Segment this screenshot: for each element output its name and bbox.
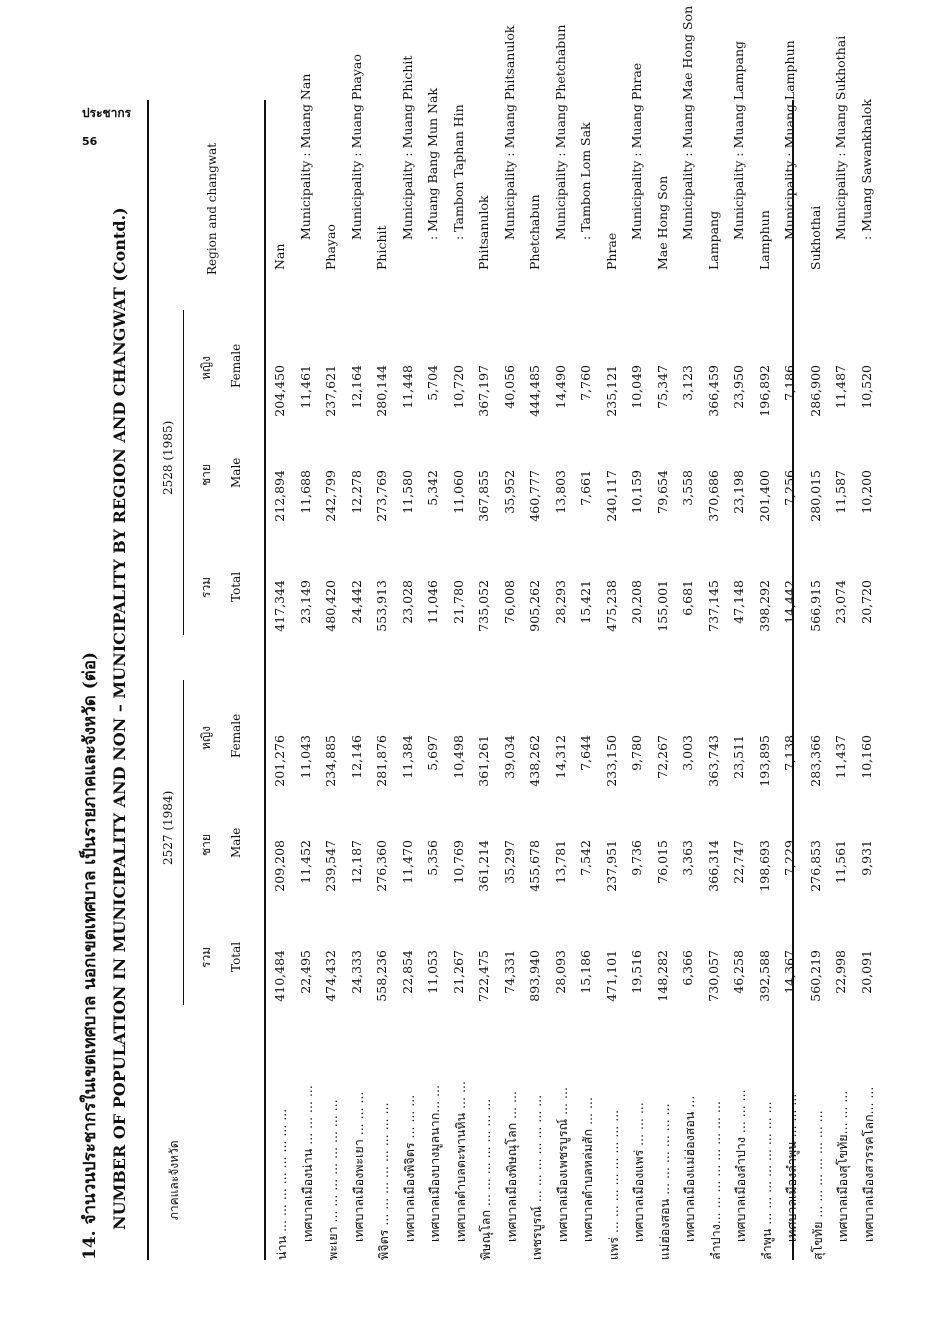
cell-total-1984: 722,475	[476, 950, 491, 1002]
cell-male-1984: 11,452	[297, 840, 313, 884]
row-label-english: Phitsanulok	[476, 195, 491, 270]
row-label-thai: ลำปาง... ... ... ... ... ... ... ...	[707, 1101, 723, 1260]
cell-total-1984: 14,367	[782, 950, 797, 994]
row-label-english: Municipality : Muang Phayao	[348, 54, 364, 240]
cell-male-1985: 7,256	[782, 470, 797, 506]
cell-male-1985: 10,200	[858, 470, 874, 514]
cell-female-1985: 10,720	[450, 365, 466, 409]
row-label-thai: เพชรบูรณ์ ... ... ... ... ... ... ...	[529, 1094, 544, 1260]
cell-female-1984: 363,743	[705, 735, 721, 787]
cell-female-1984: 3,003	[680, 735, 695, 771]
row-label-english: : Muang Sawankhalok	[858, 99, 874, 240]
cell-total-1985: 28,293	[552, 580, 568, 624]
cell-male-1984: 239,547	[323, 840, 338, 892]
row-label-english: Municipality : Muang Lamphun	[782, 40, 797, 240]
cell-total-1984: 21,267	[450, 950, 466, 994]
cell-male-1985: 11,060	[450, 470, 466, 514]
row-label-english: Lamphun	[756, 210, 772, 270]
cell-female-1985: 5,704	[425, 365, 440, 401]
cell-total-1985: 905,262	[527, 580, 542, 632]
cell-male-1984: 76,015	[654, 840, 670, 884]
rotated-table-page	[60, 5, 876, 1290]
cell-female-1985: 235,121	[603, 365, 619, 417]
cell-total-1984: 730,057	[705, 950, 721, 1002]
table-row	[629, 62, 655, 1260]
row-label-thai: เทศบาลเมืองแพร่ ... ... ...	[631, 1102, 646, 1242]
cell-male-1985: 367,855	[476, 470, 491, 522]
cell-male-1984: 209,208	[272, 840, 287, 892]
header-total-en-2: Total	[229, 571, 243, 602]
cell-female-1985: 367,197	[476, 365, 491, 417]
table-row	[399, 55, 426, 1260]
row-label-thai: เทศบาลเมืองพะเยา ... ... ...	[350, 1091, 366, 1242]
table-row	[833, 35, 859, 1260]
cell-female-1985: 196,892	[756, 365, 772, 417]
cell-male-1985: 212,894	[272, 470, 287, 522]
table-row	[757, 100, 783, 1260]
cell-female-1985: 11,448	[399, 365, 415, 409]
header-male-en-1: Male	[229, 827, 243, 858]
table-row	[578, 100, 604, 1260]
cell-male-1985: 280,015	[807, 470, 823, 522]
cell-female-1985: 7,760	[578, 365, 593, 401]
cell-male-1984: 7,229	[782, 840, 797, 876]
header-male-th-1: ชาย	[199, 834, 213, 856]
cell-total-1984: 560,219	[807, 950, 823, 1002]
row-label-thai: เทศบาลตำบลหล่มสัก ... ...	[580, 1097, 595, 1242]
section-name: ประชากร	[82, 106, 132, 120]
cell-total-1984: 22,998	[833, 950, 848, 994]
row-label-english: Municipality : Muang Phitsanulok	[501, 25, 517, 240]
row-label-english: Municipality : Muang Mae Hong Son	[680, 5, 695, 240]
cell-female-1985: 11,461	[297, 365, 313, 409]
table-row	[731, 40, 757, 1260]
cell-total-1985: 76,008	[501, 580, 517, 624]
cell-male-1984: 455,678	[527, 840, 542, 892]
cell-female-1984: 23,511	[731, 735, 746, 779]
cell-male-1985: 242,799	[323, 470, 338, 522]
cell-male-1985: 240,117	[603, 470, 619, 522]
row-label-english: Municipality : Muang Sukhothai	[833, 35, 848, 240]
cell-total-1985: 23,074	[833, 580, 848, 624]
cell-female-1985: 40,056	[501, 365, 517, 409]
cell-male-1984: 366,314	[705, 840, 721, 892]
header-female-th-1: หญิง	[199, 726, 213, 750]
row-label-thai: เทศบาลเมืองสุโขทัย... ... ...	[835, 1090, 850, 1242]
cell-total-1984: 11,053	[425, 950, 440, 994]
cell-male-1985: 23,198	[731, 470, 746, 514]
row-label-english: Municipality : Muang Phichit	[399, 55, 415, 240]
cell-male-1984: 12,187	[348, 840, 364, 884]
page-number: 56	[82, 135, 98, 148]
cell-female-1985: 204,450	[272, 365, 287, 417]
cell-male-1985: 13,803	[552, 470, 568, 514]
row-label-thai: เทศบาลตำบลตะพานหิน ... ...	[452, 1081, 468, 1242]
cell-male-1985: 460,777	[527, 470, 542, 522]
header-bottom-rule	[264, 100, 266, 1260]
cell-total-1984: 893,940	[527, 950, 542, 1002]
table-row	[552, 24, 579, 1260]
table-row	[425, 87, 451, 1260]
cell-total-1984: 6,366	[680, 950, 695, 986]
table-row	[323, 100, 349, 1260]
row-label-english: : Tambon Taphan Hin	[450, 104, 466, 240]
cell-male-1985: 3,558	[680, 470, 695, 506]
cell-total-1985: 735,052	[476, 580, 491, 632]
cell-female-1984: 201,276	[272, 735, 287, 787]
cell-female-1985: 14,490	[552, 365, 568, 409]
row-label-english: Municipality : Muang Phetchabun	[552, 24, 568, 240]
row-label-thai: สุโขทัย ... ... ... ... ... ... ...	[809, 1110, 825, 1260]
row-label-english: : Muang Bang Mun Nak	[425, 87, 440, 240]
cell-female-1985: 12,164	[348, 365, 364, 409]
year-1985-rule	[183, 310, 184, 635]
cell-male-1985: 7,661	[578, 470, 593, 506]
row-label-english: : Tambon Lom Sak	[578, 122, 593, 240]
cell-total-1984: 471,101	[603, 950, 619, 1002]
row-label-english: Municipality : Muang Phrae	[629, 62, 644, 240]
cell-total-1985: 20,208	[629, 580, 644, 624]
row-label-english: Phichit	[374, 225, 389, 270]
cell-total-1985: 24,442	[348, 580, 364, 624]
cell-total-1984: 558,236	[374, 950, 389, 1002]
cell-female-1984: 11,437	[833, 735, 848, 779]
cell-female-1984: 5,697	[425, 735, 440, 771]
cell-total-1984: 19,516	[629, 950, 644, 994]
cell-female-1984: 193,895	[756, 735, 772, 787]
table-row	[451, 100, 477, 1260]
cell-female-1985: 3,123	[680, 365, 695, 401]
header-total-en-1: Total	[229, 941, 243, 972]
table-header	[147, 100, 267, 1260]
cell-female-1984: 281,876	[374, 735, 389, 787]
cell-female-1984: 283,366	[807, 735, 823, 787]
cell-female-1984: 39,034	[501, 735, 517, 779]
row-label-thai: เทศบาลเมืองพิจิตร ... ... ...	[401, 1094, 417, 1242]
cell-total-1985: 21,780	[450, 580, 466, 624]
cell-female-1984: 72,267	[654, 735, 670, 779]
row-label-english: Phrae	[603, 232, 619, 270]
cell-total-1984: 22,495	[297, 950, 313, 994]
cell-female-1984: 361,261	[476, 735, 491, 787]
cell-female-1984: 14,312	[552, 735, 568, 779]
cell-male-1984: 276,360	[374, 840, 389, 892]
row-label-thai: เทศบาลเมืองเพชรบูรณ์ ... ...	[554, 1087, 570, 1242]
cell-male-1985: 273,769	[374, 470, 389, 522]
header-region-english: Region and changwat	[205, 142, 219, 275]
cell-male-1985: 79,654	[654, 470, 670, 514]
cell-female-1984: 9,780	[629, 735, 644, 771]
cell-female-1985: 366,459	[705, 365, 721, 417]
cell-total-1985: 475,238	[603, 580, 619, 632]
table-row	[527, 100, 553, 1260]
cell-male-1984: 361,214	[476, 840, 491, 892]
table-row	[476, 100, 502, 1260]
cell-male-1985: 35,952	[501, 470, 517, 514]
cell-total-1985: 11,046	[425, 580, 440, 624]
row-label-thai: พิจิตร ... ... ... ... ... ... ... ...	[376, 1102, 391, 1260]
cell-total-1985: 47,148	[731, 580, 746, 624]
cell-male-1984: 237,951	[603, 840, 619, 892]
table-row	[655, 100, 681, 1260]
row-label-english: Nan	[272, 243, 287, 270]
table-row	[782, 40, 808, 1260]
cell-total-1984: 74,331	[501, 950, 517, 994]
cell-male-1984: 276,853	[807, 840, 823, 892]
header-male-en-2: Male	[229, 457, 243, 488]
cell-female-1985: 75,347	[654, 365, 670, 409]
cell-female-1984: 234,885	[323, 735, 338, 787]
header-top-rule	[147, 100, 149, 1260]
cell-male-1985: 12,278	[348, 470, 364, 514]
header-total-th-1: รวม	[199, 946, 213, 968]
cell-female-1985: 237,621	[323, 365, 338, 417]
cell-total-1985: 23,149	[297, 580, 313, 624]
cell-male-1984: 22,747	[731, 840, 746, 884]
cell-female-1984: 10,498	[450, 735, 466, 779]
cell-female-1985: 286,900	[807, 365, 823, 417]
cell-female-1984: 438,262	[527, 735, 542, 787]
row-label-thai: แม่ฮ่องสอน ... ... ... ... ... ...	[656, 1103, 672, 1260]
cell-male-1985: 5,342	[425, 470, 440, 506]
cell-female-1984: 10,160	[858, 735, 874, 779]
table-row	[374, 100, 400, 1260]
cell-male-1984: 5,356	[425, 840, 440, 876]
cell-total-1985: 398,292	[756, 580, 772, 632]
cell-male-1984: 11,470	[399, 840, 415, 884]
cell-male-1985: 201,400	[756, 470, 772, 522]
cell-total-1985: 14,442	[782, 580, 797, 624]
row-label-thai: เทศบาลเมืองสวรรคโลก... ...	[860, 1086, 876, 1242]
cell-total-1985: 15,421	[578, 580, 593, 624]
cell-total-1985: 737,145	[705, 580, 721, 632]
header-female-th-2: หญิง	[199, 356, 213, 380]
table-row	[706, 100, 732, 1260]
header-female-en-1: Female	[229, 713, 243, 758]
row-label-thai: แพร่ ... ... ... ... ... ... ... ...	[605, 1109, 621, 1260]
cell-male-1984: 9,736	[629, 840, 644, 876]
header-year-1985: 2528 (1985)	[161, 420, 175, 495]
cell-total-1985: 566,915	[807, 580, 823, 632]
cell-female-1985: 444,485	[527, 365, 542, 417]
header-year-1984: 2527 (1984)	[161, 790, 175, 865]
table-row	[348, 54, 375, 1260]
cell-total-1984: 28,093	[552, 950, 568, 994]
cell-total-1985: 20,720	[858, 580, 874, 624]
cell-female-1984: 11,043	[297, 735, 313, 779]
table-row	[272, 100, 298, 1260]
cell-total-1984: 46,258	[731, 950, 746, 994]
cell-male-1984: 9,931	[858, 840, 874, 876]
header-total-th-2: รวม	[199, 576, 213, 598]
cell-female-1985: 11,487	[833, 365, 848, 409]
cell-male-1984: 3,363	[680, 840, 695, 876]
row-label-english: Mae Hong Son	[654, 175, 670, 270]
cell-total-1985: 23,028	[399, 580, 415, 624]
cell-female-1984: 233,150	[603, 735, 619, 787]
cell-female-1985: 10,049	[629, 365, 644, 409]
cell-total-1984: 474,432	[323, 950, 338, 1002]
cell-total-1984: 24,333	[348, 950, 364, 994]
row-label-english: Lampang	[705, 210, 721, 270]
cell-female-1984: 11,384	[399, 735, 415, 779]
cell-female-1985: 7,186	[782, 365, 797, 401]
row-label-thai: เทศบาลเมืองลำพูน ... ... ...	[784, 1093, 799, 1242]
row-label-english: Municipality : Muang Nan	[297, 73, 313, 240]
cell-total-1985: 6,681	[680, 580, 695, 616]
row-label-english: Sukhothai	[807, 205, 823, 270]
cell-female-1984: 7,138	[782, 735, 797, 771]
cell-male-1984: 13,781	[552, 840, 568, 884]
row-label-thai: เทศบาลเมืองแม่ฮ่องสอน ...	[682, 1095, 697, 1242]
cell-total-1985: 480,420	[323, 580, 338, 632]
cell-total-1984: 20,091	[858, 950, 874, 994]
table-row	[859, 100, 885, 1260]
row-label-english: Phetchabun	[527, 194, 542, 270]
row-label-thai: น่าน ... ... ... ... ... ... ... ...	[274, 1108, 289, 1260]
cell-male-1984: 35,297	[501, 840, 517, 884]
table-title-thai: 14. จำนวนประชากรในเขตเทศบาล นอกเขตเทศบาล เป็นรายภาคและจังหวัด (ต่อ)	[80, 651, 100, 1260]
cell-female-1985: 23,950	[731, 365, 746, 409]
table-row	[297, 73, 324, 1260]
cell-male-1985: 11,688	[297, 470, 313, 514]
table-row	[604, 100, 630, 1260]
row-label-thai: พิษณุโลก ... ... ... ... ... ... ...	[478, 1098, 493, 1260]
cell-male-1984: 10,769	[450, 840, 466, 884]
header-region-thai: ภาคและจังหวัด	[167, 1140, 181, 1220]
table-title-english: NUMBER OF POPULATION IN MUNICIPALITY AND NON – MUNICIPALITY BY REGION AND CHANGWAT (Contd.)	[110, 207, 129, 1230]
cell-male-1985: 10,159	[629, 470, 644, 514]
cell-total-1985: 155,001	[654, 580, 670, 632]
table-row	[680, 5, 706, 1260]
cell-total-1985: 553,913	[374, 580, 389, 632]
year-1984-rule	[183, 680, 184, 1005]
row-label-thai: ลำพูน ... ... ... ... ... ... ... ...	[758, 1101, 774, 1260]
cell-total-1984: 22,854	[399, 950, 415, 994]
table-row	[501, 25, 528, 1260]
cell-male-1984: 7,542	[578, 840, 593, 876]
cell-female-1985: 10,520	[858, 365, 874, 409]
header-female-en-2: Female	[229, 343, 243, 388]
cell-male-1985: 11,580	[399, 470, 415, 514]
row-label-english: Phayao	[323, 224, 338, 270]
cell-total-1985: 417,344	[272, 580, 287, 632]
cell-male-1985: 11,587	[833, 470, 848, 514]
cell-male-1984: 11,561	[833, 840, 848, 884]
header-male-th-2: ชาย	[199, 464, 213, 486]
row-label-english: Municipality : Muang Lampang	[731, 40, 746, 240]
cell-female-1984: 7,644	[578, 735, 593, 771]
cell-female-1985: 280,144	[374, 365, 389, 417]
table-row	[808, 100, 834, 1260]
table-end-rule	[792, 100, 794, 1260]
cell-total-1984: 15,186	[578, 950, 593, 994]
cell-total-1984: 392,588	[756, 950, 772, 1002]
row-label-thai: เทศบาลเมืองลำปาง ... ... ...	[733, 1089, 748, 1242]
row-label-thai: เทศบาลเมืองพิษณุโลก ... ...	[503, 1091, 519, 1242]
cell-total-1984: 410,484	[272, 950, 287, 1002]
cell-male-1985: 370,686	[705, 470, 721, 522]
row-label-thai: เทศบาลเมืองน่าน ... ... ... ...	[299, 1085, 315, 1242]
row-label-thai: เทศบาลเมืองบางมูลนาก... ...	[427, 1084, 442, 1242]
cell-male-1984: 198,693	[756, 840, 772, 892]
cell-female-1984: 12,146	[348, 735, 364, 779]
cell-total-1984: 148,282	[654, 950, 670, 1002]
row-label-thai: พะเยา ... ... ... ... ... ... ... ...	[325, 1099, 340, 1260]
